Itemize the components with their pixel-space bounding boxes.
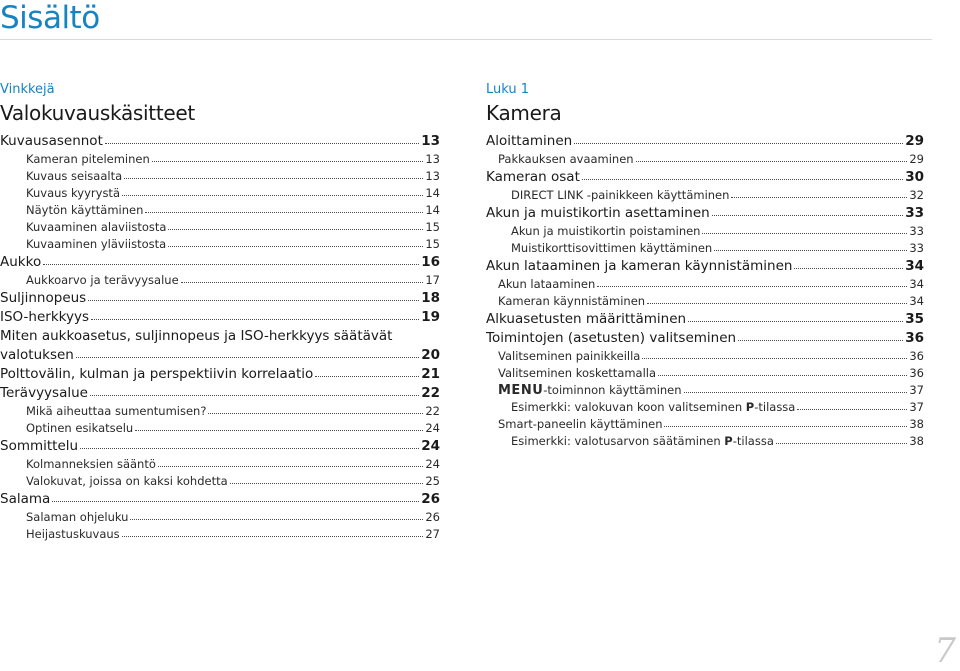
toc-entry-aukkoarvo[interactable]: Aukkoarvo ja terävyysalue 17: [26, 273, 440, 287]
toc-entry-kameran-osat[interactable]: Kameran osat 30: [486, 169, 924, 185]
page-ref: 26: [425, 510, 440, 524]
toc-entry-kolmanneksien-saanto[interactable]: Kolmanneksien sääntö 24: [26, 457, 440, 471]
page-ref: 34: [905, 258, 924, 274]
toc-entry-salaman-ohjeluku[interactable]: Salaman ohjeluku 26: [26, 510, 440, 524]
toc-entry-valotus-line1[interactable]: Miten aukkoasetus, suljinnopeus ja ISO-herkkyys säätävät: [0, 328, 393, 344]
page-ref: 24: [425, 421, 440, 435]
toc-entry-direct-link[interactable]: DIRECT LINK -painikkeen käyttäminen 32: [511, 188, 924, 202]
p-mode-icon: P: [745, 400, 755, 414]
toc-entry-kaksi-kohdetta[interactable]: Valokuvat, joissa on kaksi kohdetta 25: [26, 474, 440, 488]
page-ref: 13: [425, 169, 440, 183]
toc-entry-kameran-kaynnistaminen[interactable]: Kameran käynnistäminen 34: [498, 294, 924, 308]
toc-entry-toimintojen-valitseminen[interactable]: Toimintojen (asetusten) valitseminen 36: [486, 330, 924, 346]
page-number: 7: [934, 631, 956, 671]
toc-entry-nayton-kayttaminen[interactable]: Näytön käyttäminen 14: [26, 203, 440, 217]
toc-entry-heijastuskuvaus[interactable]: Heijastuskuvaus 27: [26, 527, 440, 541]
page-ref: 29: [905, 133, 924, 149]
toc-entry-valotus[interactable]: valotuksen 20: [0, 347, 440, 363]
toc-entry-akun-lataaminen[interactable]: Akun lataaminen 34: [498, 277, 924, 291]
toc-entry-menu-toiminto[interactable]: MENU-toiminnon käyttäminen 37: [498, 383, 924, 398]
toc-entry-optinen-esikatselu[interactable]: Optinen esikatselu 24: [26, 421, 440, 435]
page-ref: 14: [425, 203, 440, 217]
toc-column-camera: [486, 82, 924, 450]
page-ref: 30: [905, 169, 924, 185]
chapter-label: Vinkkejä: [0, 82, 55, 97]
page-ref: 18: [421, 290, 440, 306]
page-ref: 26: [421, 491, 440, 507]
page-ref: 24: [421, 438, 440, 454]
toc-entry-teravyysalue[interactable]: Terävyysalue 22: [0, 385, 440, 401]
toc-entry-valitseminen-painikkeilla[interactable]: Valitseminen painikkeilla 36: [498, 349, 924, 363]
p-mode-icon: P: [724, 434, 733, 448]
page-ref: 21: [421, 366, 440, 382]
page-ref: 13: [425, 152, 440, 166]
page-ref: 33: [905, 205, 924, 221]
toc-entry-kuvaus-seisaalta[interactable]: Kuvaus seisaalta 13: [26, 169, 440, 183]
page-ref: 16: [421, 254, 440, 270]
toc-entry-kuvaaminen-alaviistosta[interactable]: Kuvaaminen alaviistosta 15: [26, 220, 440, 234]
page-ref: 36: [909, 349, 924, 363]
page-ref: 22: [425, 404, 440, 418]
toc-entry-salama[interactable]: Salama 26: [0, 491, 440, 507]
title-divider: [0, 39, 932, 40]
page-ref: 15: [425, 237, 440, 251]
page-ref: 33: [909, 241, 924, 255]
toc-entry-kuvausasennot[interactable]: Kuvausasennot 13: [0, 133, 440, 149]
page-ref: 29: [909, 152, 924, 166]
page-ref: 19: [421, 309, 440, 325]
toc-entry-sumentuminen[interactable]: Mikä aiheuttaa sumentumisen? 22: [26, 404, 440, 418]
page-ref: 20: [421, 347, 440, 363]
toc-entry-akun-poistaminen[interactable]: Akun ja muistikortin poistaminen 33: [511, 224, 924, 238]
page-ref: 37: [909, 400, 924, 414]
toc-column-tips: [0, 82, 440, 543]
page-ref: 38: [909, 417, 924, 431]
page-ref: 35: [905, 311, 924, 327]
chapter-heading: Valokuvauskäsitteet: [0, 101, 195, 125]
page-ref: 14: [425, 186, 440, 200]
toc-entry-aukko[interactable]: Aukko 16: [0, 254, 440, 270]
page-ref: 27: [425, 527, 440, 541]
page-ref: 37: [909, 383, 924, 397]
toc-entry-kuvaus-kyyrysta[interactable]: Kuvaus kyyrystä 14: [26, 186, 440, 200]
page-ref: 15: [425, 220, 440, 234]
page-ref: 22: [421, 385, 440, 401]
toc-entry-akun-lataaminen-kaynnistaminen[interactable]: Akun lataaminen ja kameran käynnistäminen 34: [486, 258, 924, 274]
page-ref: 13: [421, 133, 440, 149]
toc-entry-akun-asettaminen[interactable]: Akun ja muistikortin asettaminen 33: [486, 205, 924, 221]
page-ref: 36: [905, 330, 924, 346]
chapter-heading: Kamera: [486, 101, 562, 125]
page-ref: 32: [909, 188, 924, 202]
chapter-label: Luku 1: [486, 82, 530, 97]
page-title: Sisältö: [0, 0, 100, 36]
page-ref: 25: [425, 474, 440, 488]
page-ref: 24: [425, 457, 440, 471]
toc-entry-sommittelu[interactable]: Sommittelu 24: [0, 438, 440, 454]
menu-button-icon: MENU: [498, 383, 544, 398]
toc-entry-suljinnopeus[interactable]: Suljinnopeus 18: [0, 290, 440, 306]
page-ref: 17: [425, 273, 440, 287]
toc-entry-alkuasetukset[interactable]: Alkuasetusten määrittäminen 35: [486, 311, 924, 327]
toc-entry-polttovali[interactable]: Polttovälin, kulman ja perspektiivin korrelaatio 21: [0, 366, 440, 382]
toc-entry-valokuvan-koko[interactable]: Esimerkki: valokuvan koon valitseminen P-tilassa 37: [511, 400, 924, 414]
toc-entry-kuvaaminen-ylaviistosta[interactable]: Kuvaaminen yläviistosta 15: [26, 237, 440, 251]
toc-entry-muistikorttisovitin[interactable]: Muistikorttisovittimen käyttäminen 33: [511, 241, 924, 255]
toc-entry-valitseminen-koskettamalla[interactable]: Valitseminen koskettamalla 36: [498, 366, 924, 380]
page-ref: 34: [909, 277, 924, 291]
toc-entry-aloittaminen[interactable]: Aloittaminen 29: [486, 133, 924, 149]
page-ref: 33: [909, 224, 924, 238]
toc-entry-iso-herkkyys[interactable]: ISO-herkkyys 19: [0, 309, 440, 325]
toc-entry-valotusarvo[interactable]: Esimerkki: valotusarvon säätäminen P-tilassa 38: [511, 434, 924, 448]
toc-entry-kameran-piteleminen[interactable]: Kameran piteleminen 13: [26, 152, 440, 166]
page-ref: 34: [909, 294, 924, 308]
page-ref: 36: [909, 366, 924, 380]
page-ref: 38: [909, 434, 924, 448]
toc-entry-smart-paneeli[interactable]: Smart-paneelin käyttäminen 38: [498, 417, 924, 431]
toc-entry-pakkauksen-avaaminen[interactable]: Pakkauksen avaaminen 29: [498, 152, 924, 166]
